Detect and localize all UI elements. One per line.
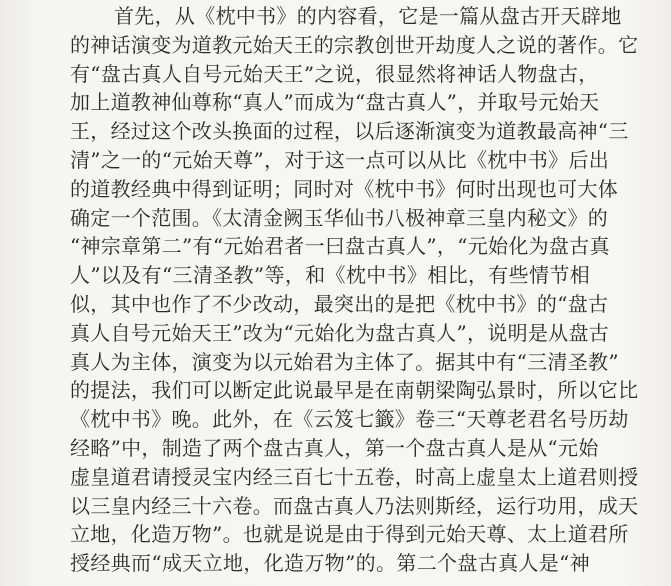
text-line-14: 的提法，我们可以断定此说最早是在南朝梁陶弘景时，所以它比 xyxy=(70,378,639,403)
text-line-16: 经略”中，制造了两个盘古真人，第一个盘古真人是从“元始 xyxy=(70,435,599,460)
text-line-20: 授经典而“成天立地，化造万物”的。第二个盘古真人是“神 xyxy=(70,551,590,576)
text-line-3: 有“盘古真人自号元始天王”之说，很显然将神话人物盘古， xyxy=(70,61,599,86)
text-line-10: 人”以及有“三清圣教”等，和《枕中书》相比，有些情节相 xyxy=(70,263,590,288)
text-line-2: 的神话演变为道教元始天王的宗教创世开劫度人之说的著作。它 xyxy=(70,32,639,57)
text-line-19: 立地，化造万物”。也就是说是由于得到元始天尊、太上道君所 xyxy=(70,522,629,547)
text-line-8: 确定一个范围。《太清金阙玉华仙书八极神章三皇内秘文》的 xyxy=(70,205,609,230)
text-line-11: 似，其中也作了不少改动，最突出的是把《枕中书》的“盘古 xyxy=(70,291,609,316)
text-line-4: 加上道教神仙尊称“真人”而成为“盘古真人”，并取号元始天 xyxy=(70,90,600,115)
body-text xyxy=(70,2,639,578)
text-line-13: 真人为主体，演变为以元始君为主体了。据其中有“三清圣教” xyxy=(70,349,619,374)
text-line-15: 《枕中书》晚。此外，在《云笈七籤》卷三“天尊老君名号历劫 xyxy=(70,407,629,432)
text-line-9: “神宗章第二”有“元始君者一曰盘古真人”，“元始化为盘古真 xyxy=(70,234,610,259)
text-line-6: 清”之一的“元始天尊”，对于这一点可以从比《枕中书》后出 xyxy=(70,147,610,172)
text-line-1: 首先，从《枕中书》的内容看，它是一篇从盘古开天辟地 xyxy=(114,4,622,28)
text-line-17: 虚皇道君请授灵宝内经三百七十五卷，时高上虚皇太上道君则授 xyxy=(70,464,639,489)
text-line-18: 以三皇内经三十六卷。而盘古真人乃法则斯经，运行功用，成天 xyxy=(70,493,639,518)
text-line-7: 的道教经典中得到证明；同时对《枕中书》何时出现也可大体 xyxy=(70,176,619,201)
text-line-12: 真人自号元始天王”改为“元始化为盘古真人”，说明是从盘古 xyxy=(70,320,610,345)
text-line-5: 王，经过这个改头换面的过程，以后逐渐演变为道教最高神“三 xyxy=(70,119,629,144)
